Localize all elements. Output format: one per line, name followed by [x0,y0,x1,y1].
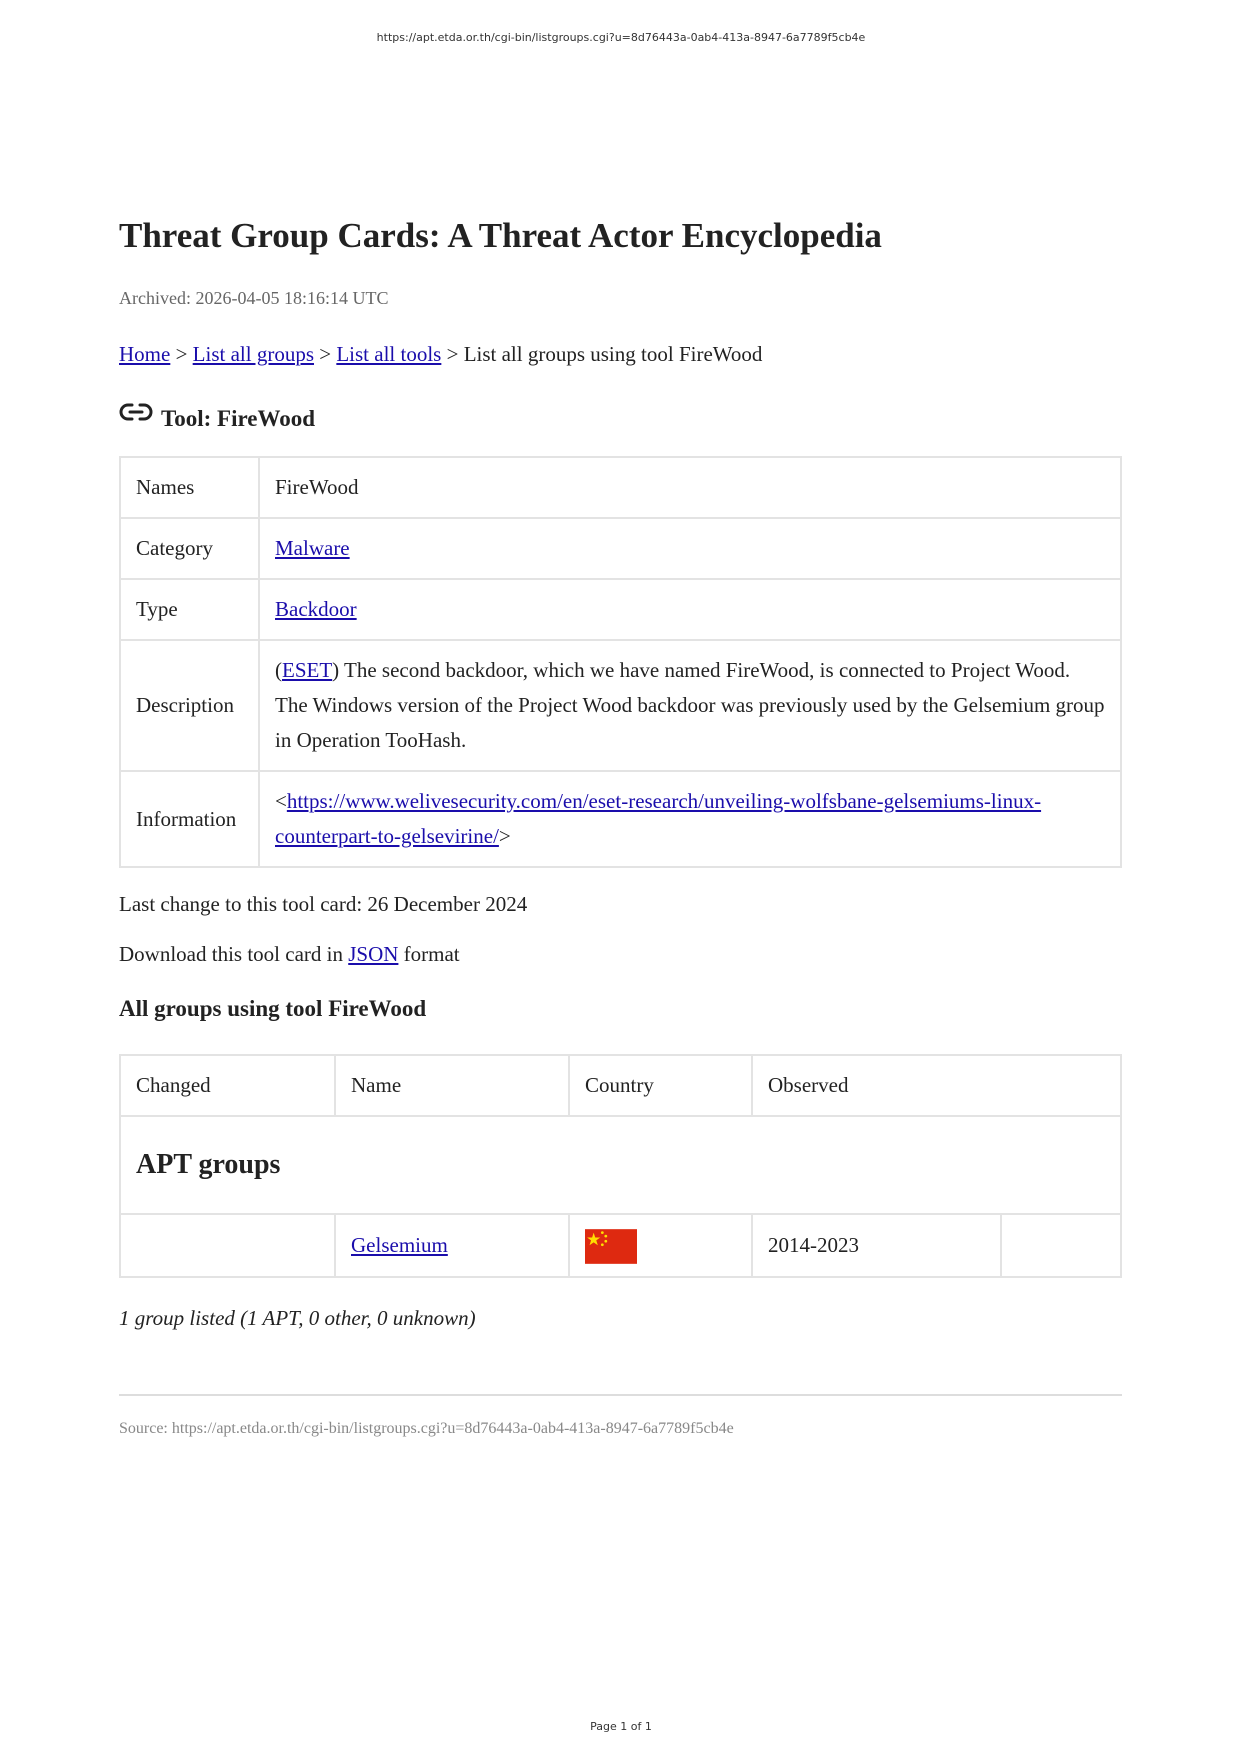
description-source-link[interactable]: ESET [282,658,333,682]
section-row [120,1116,1121,1214]
column-header-name: Name [335,1055,569,1116]
tool-heading [119,398,1122,432]
changed-cell [120,1214,335,1277]
groups-table [119,1054,1122,1278]
groups-summary: 1 group listed (1 APT, 0 other, 0 unknown) [119,1305,476,1330]
description-label: Description [120,640,259,771]
description-paren: ( [275,658,282,682]
link-icon [119,402,153,422]
type-label: Type [120,579,259,640]
download-suffix: format [398,942,460,966]
information-bracket-open: < [275,789,287,813]
table-row [120,457,1121,518]
column-header-changed: Changed [120,1055,335,1116]
observed-cell: 2014-2023 [752,1214,1001,1277]
information-label: Information [120,771,259,867]
type-link[interactable]: Backdoor [275,597,357,621]
breadcrumb-separator: > [441,342,464,366]
download-line [119,940,1122,968]
tool-details-table [119,456,1122,868]
column-header-country: Country [569,1055,752,1116]
name-cell [335,1214,569,1277]
table-row [120,518,1121,579]
main-content [119,200,1122,1440]
json-download-link[interactable]: JSON [348,942,399,966]
breadcrumb-separator: > [314,342,337,366]
description-text: ) The second backdoor, which we have named FireWood, is connected to Project Wood. The Windows version of the Project Wood backdoor was previously used by the Gelsemium group in Operation TooHash. [275,658,1105,752]
download-prefix: Download this tool card in [119,942,349,966]
breadcrumb [119,340,1122,368]
description-cell [259,640,1121,771]
information-bracket-close: > [498,824,511,848]
table-header-row [120,1055,1121,1116]
page-title: Threat Group Cards: A Threat Actor Encyclopedia [119,216,882,255]
breadcrumb-list-tools-link[interactable]: List all tools [336,342,442,366]
groups-heading: All groups using tool FireWood [119,996,427,1021]
breadcrumb-current: List all groups using tool FireWood [463,342,763,366]
information-cell [259,771,1121,867]
breadcrumb-separator: > [170,342,193,366]
category-link[interactable]: Malware [275,536,350,560]
breadcrumb-list-groups-link[interactable]: List all groups [192,342,314,366]
table-row [120,771,1121,867]
country-cell [569,1214,752,1277]
divider [119,1394,1122,1396]
page-number: Page 1 of 1 [590,1720,652,1733]
names-label: Names [120,457,259,518]
type-cell [259,579,1121,640]
group-link-gelsemium[interactable]: Gelsemium [351,1232,448,1257]
column-header-observed: Observed [752,1055,1121,1116]
source-url: Source: https://apt.etda.or.th/cgi-bin/listgroups.cgi?u=8d76443a-0ab4-413a-8947-6a7789f5cb4e [119,1419,734,1437]
category-label: Category [120,518,259,579]
tool-heading-text: Tool: FireWood [161,406,315,431]
section-title-apt: APT groups [120,1116,1121,1214]
last-change: Last change to this tool card: 26 December 2024 [119,892,528,916]
china-flag-icon [585,1229,637,1264]
table-row [120,640,1121,771]
archived-timestamp: Archived: 2026-04-05 18:16:14 UTC [119,288,389,308]
print-header-url: https://apt.etda.or.th/cgi-bin/listgroups.cgi?u=8d76443a-0ab4-413a-8947-6a7789f5cb4e [376,31,866,44]
table-row [120,1214,1121,1277]
information-url-link[interactable]: https://www.welivesecurity.com/en/eset-research/unveiling-wolfsbane-gelsemiums-linux-counterpart-to-gelsevirine/ [275,789,1042,848]
breadcrumb-home-link[interactable]: Home [119,342,171,366]
table-row [120,579,1121,640]
category-cell [259,518,1121,579]
names-value: FireWood [259,457,1121,518]
empty-cell [1001,1214,1121,1277]
